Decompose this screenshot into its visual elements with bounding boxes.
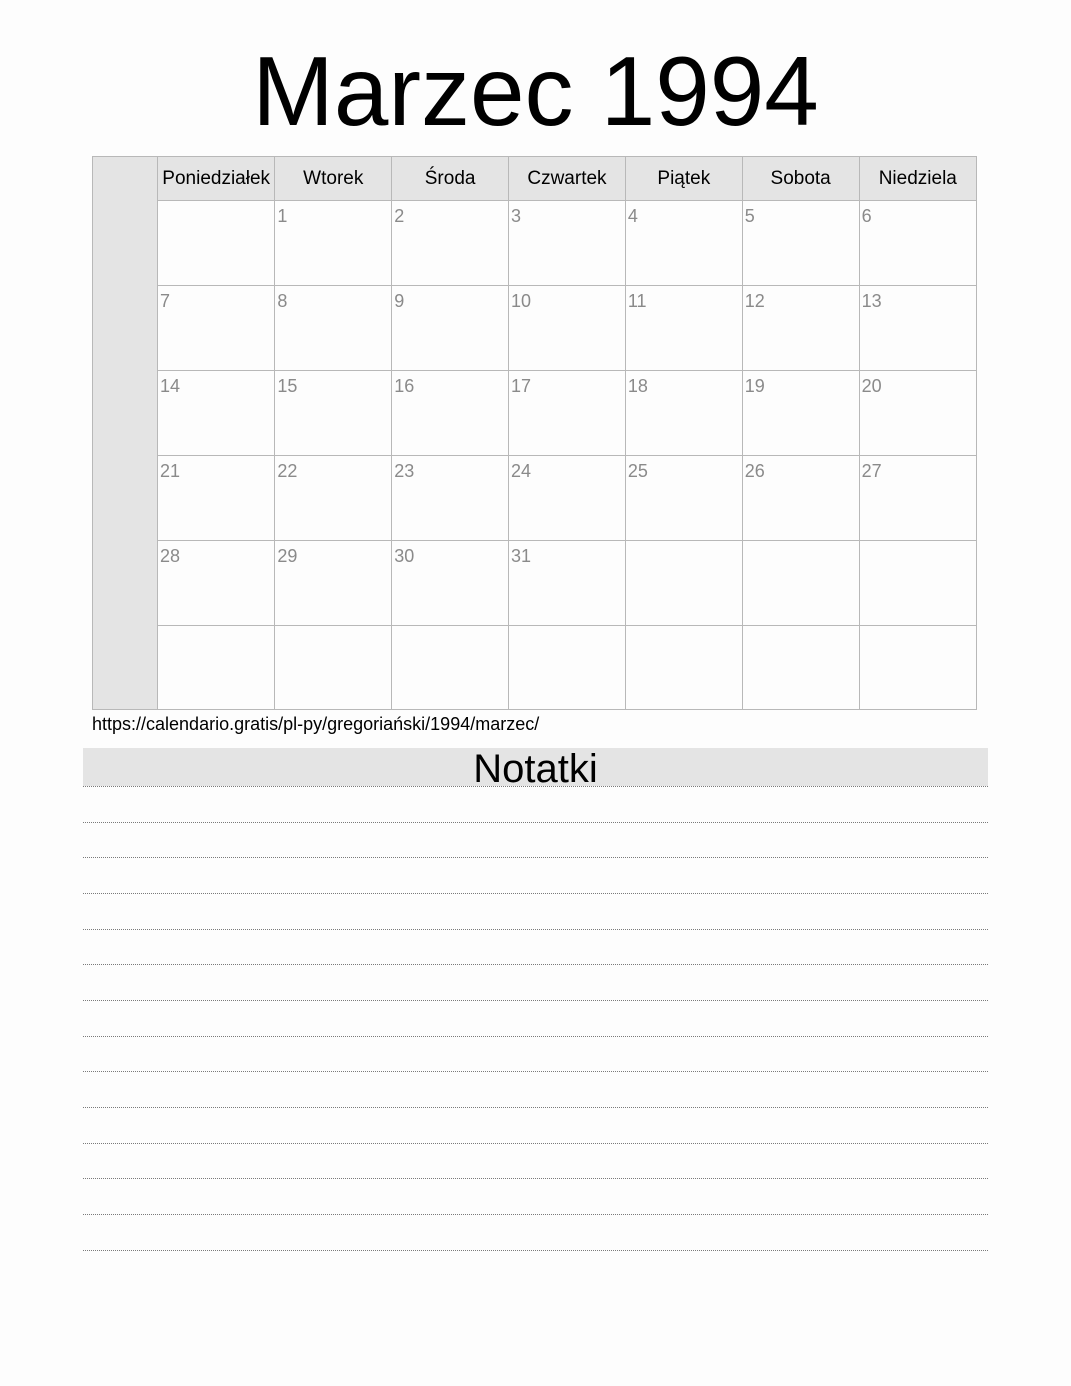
calendar-grid [158,157,976,709]
day-cell [158,201,275,286]
day-cell [392,286,509,371]
note-line [83,786,988,787]
note-line [83,1071,988,1072]
note-line [83,964,988,965]
day-number: 1 [277,206,288,226]
weekday-header: Czwartek [509,157,626,201]
day-number: 20 [861,376,882,396]
day-cell [625,201,742,286]
weekday-header: Środa [392,157,509,201]
note-line [83,1250,988,1251]
day-number [860,626,976,631]
day-cell [392,456,509,541]
note-line [83,1107,988,1108]
day-number: 27 [861,461,882,481]
day-number: 23 [394,461,415,481]
day-cell [392,541,509,626]
day-cell [625,456,742,541]
day-cell [509,626,626,711]
day-number [275,626,391,631]
day-cell [509,541,626,626]
weekday-header: Niedziela [859,157,976,201]
day-cell [275,541,392,626]
day-number: 12 [744,291,765,311]
page-title: Marzec 1994 [252,36,819,146]
day-number: 16 [394,376,415,396]
day-number: 18 [627,376,648,396]
day-cell [859,201,976,286]
day-number [158,626,274,631]
day-number [626,626,742,631]
day-cell [392,201,509,286]
day-cell [509,371,626,456]
day-number: 25 [627,461,648,481]
note-line [83,1000,988,1001]
day-number: 10 [511,291,532,311]
day-cell [625,371,742,456]
day-cell [625,286,742,371]
day-number: 9 [394,291,405,311]
day-cell [742,541,859,626]
day-number: 13 [861,291,882,311]
note-line [83,929,988,930]
day-number: 26 [744,461,765,481]
day-cell [275,626,392,711]
weekday-header: Poniedziałek [158,157,275,201]
day-cell [158,456,275,541]
notes-heading: Notatki [83,748,988,786]
day-cell [275,201,392,286]
note-line [83,857,988,858]
day-number: 4 [627,206,638,226]
day-cell [158,626,275,711]
calendar-table [158,157,976,710]
day-cell [742,456,859,541]
day-number: 14 [160,376,181,396]
day-cell [158,541,275,626]
day-number: 2 [394,206,405,226]
day-number: 8 [277,291,288,311]
week-row [158,541,976,626]
day-number: 15 [277,376,298,396]
day-number: 5 [744,206,755,226]
day-number: 3 [511,206,522,226]
day-number [158,201,274,206]
week-row [158,626,976,711]
day-cell [742,201,859,286]
day-number: 30 [394,546,415,566]
note-line [83,1036,988,1037]
note-line [83,1178,988,1179]
day-cell [859,286,976,371]
day-number: 17 [511,376,532,396]
day-cell [158,286,275,371]
day-number: 31 [511,546,532,566]
day-cell [509,286,626,371]
day-cell [392,371,509,456]
day-number: 7 [160,291,171,311]
day-cell [392,626,509,711]
day-cell [509,201,626,286]
day-cell [742,371,859,456]
day-number: 28 [160,546,181,566]
day-number [860,541,976,546]
day-cell [158,371,275,456]
day-cell [859,456,976,541]
day-cell [859,626,976,711]
week-number-column [93,157,158,709]
note-line [83,822,988,823]
day-number [626,541,742,546]
day-number [392,626,508,631]
day-number: 19 [744,376,765,396]
week-row [158,286,976,371]
day-cell [275,456,392,541]
day-number [509,626,625,631]
day-number: 6 [861,206,872,226]
day-number: 11 [627,291,647,311]
day-cell [742,626,859,711]
source-url: https://calendario.gratis/pl-py/gregoriański/1994/marzec/ [92,714,540,734]
day-cell [625,541,742,626]
weekday-header-row [158,157,976,201]
weekday-header: Wtorek [275,157,392,201]
day-number: 29 [277,546,298,566]
note-line [83,1143,988,1144]
day-cell [625,626,742,711]
day-cell [859,541,976,626]
day-number [743,541,859,546]
day-cell [275,371,392,456]
month-calendar [92,156,977,710]
week-row [158,201,976,286]
note-line [83,1214,988,1215]
week-row [158,456,976,541]
day-number: 22 [277,461,298,481]
day-cell [859,371,976,456]
day-cell [742,286,859,371]
day-number [743,626,859,631]
day-number: 21 [160,461,181,481]
note-line [83,893,988,894]
weekday-header: Sobota [742,157,859,201]
day-cell [509,456,626,541]
day-cell [275,286,392,371]
day-number: 24 [511,461,532,481]
week-row [158,371,976,456]
weekday-header: Piątek [625,157,742,201]
